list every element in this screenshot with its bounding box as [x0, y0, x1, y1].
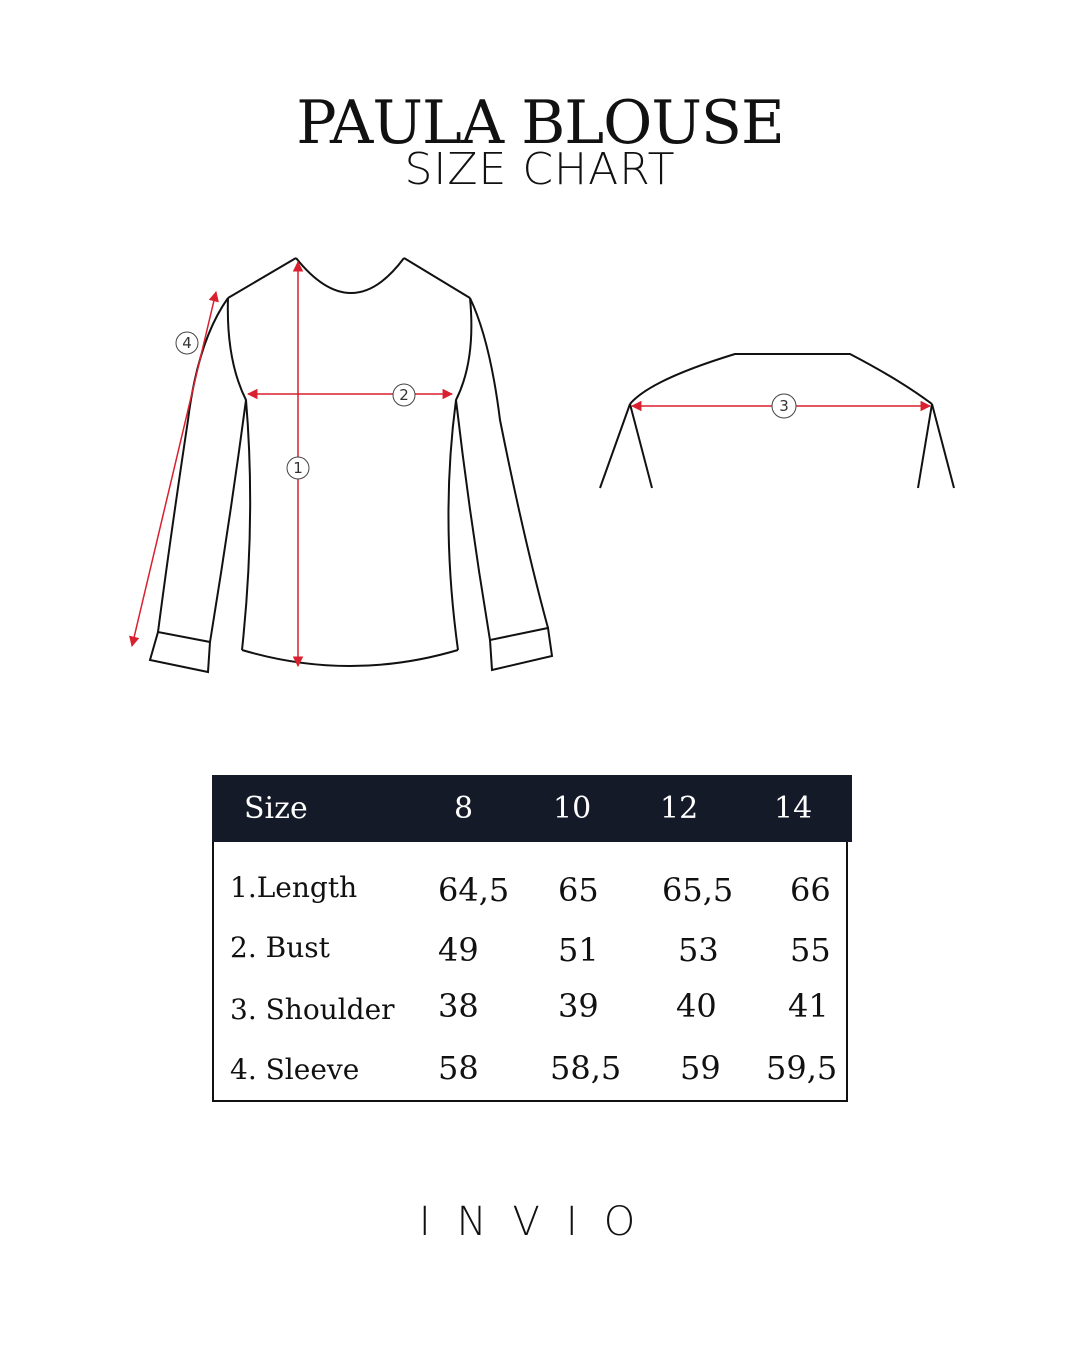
row-label: 4. Sleeve: [230, 1053, 360, 1086]
cell: 53: [678, 931, 719, 969]
header-size-8: 8: [454, 791, 474, 826]
cell: 41: [788, 987, 829, 1025]
svg-text:1: 1: [293, 459, 303, 477]
blouse-back-outline: [600, 354, 954, 488]
cell: 65,5: [662, 871, 734, 909]
marker-2: [393, 384, 415, 406]
header-size-12: 12: [660, 791, 699, 826]
cell: 58,5: [550, 1049, 622, 1087]
header-size-10: 10: [553, 791, 592, 826]
row-label: 1.Length: [230, 871, 358, 904]
cell: 55: [790, 931, 831, 969]
cell: 49: [438, 931, 479, 969]
cell: 39: [558, 987, 599, 1025]
header-size: Size: [244, 791, 308, 826]
cell: 64,5: [438, 871, 510, 909]
svg-text:3: 3: [779, 397, 789, 415]
cell: 59,5: [766, 1049, 838, 1087]
svg-text:2: 2: [399, 386, 409, 404]
cell: 51: [558, 931, 599, 969]
size-table: [212, 775, 848, 1102]
row-label: 3. Shoulder: [230, 993, 395, 1026]
size-table-header: [212, 775, 852, 842]
sleeve-measure-line: [132, 292, 216, 646]
cell: 59: [680, 1049, 721, 1087]
invio-logo: [0, 1195, 1080, 1255]
cell: 65: [558, 871, 599, 909]
svg-text:INVIO: INVIO: [418, 1199, 662, 1245]
page-subtitle: SIZE CHART: [404, 144, 676, 195]
cell: 58: [438, 1049, 479, 1087]
header-size-14: 14: [774, 791, 813, 826]
marker-4: [176, 332, 198, 354]
svg-text:4: 4: [182, 334, 192, 352]
marker-3: [772, 394, 796, 418]
marker-1: [287, 457, 309, 479]
row-label: 2. Bust: [230, 931, 330, 964]
cell: 66: [790, 871, 831, 909]
cell: 38: [438, 987, 479, 1025]
page-title: PAULA BLOUSE: [296, 88, 784, 158]
blouse-front-outline: [150, 258, 552, 672]
cell: 40: [676, 987, 717, 1025]
